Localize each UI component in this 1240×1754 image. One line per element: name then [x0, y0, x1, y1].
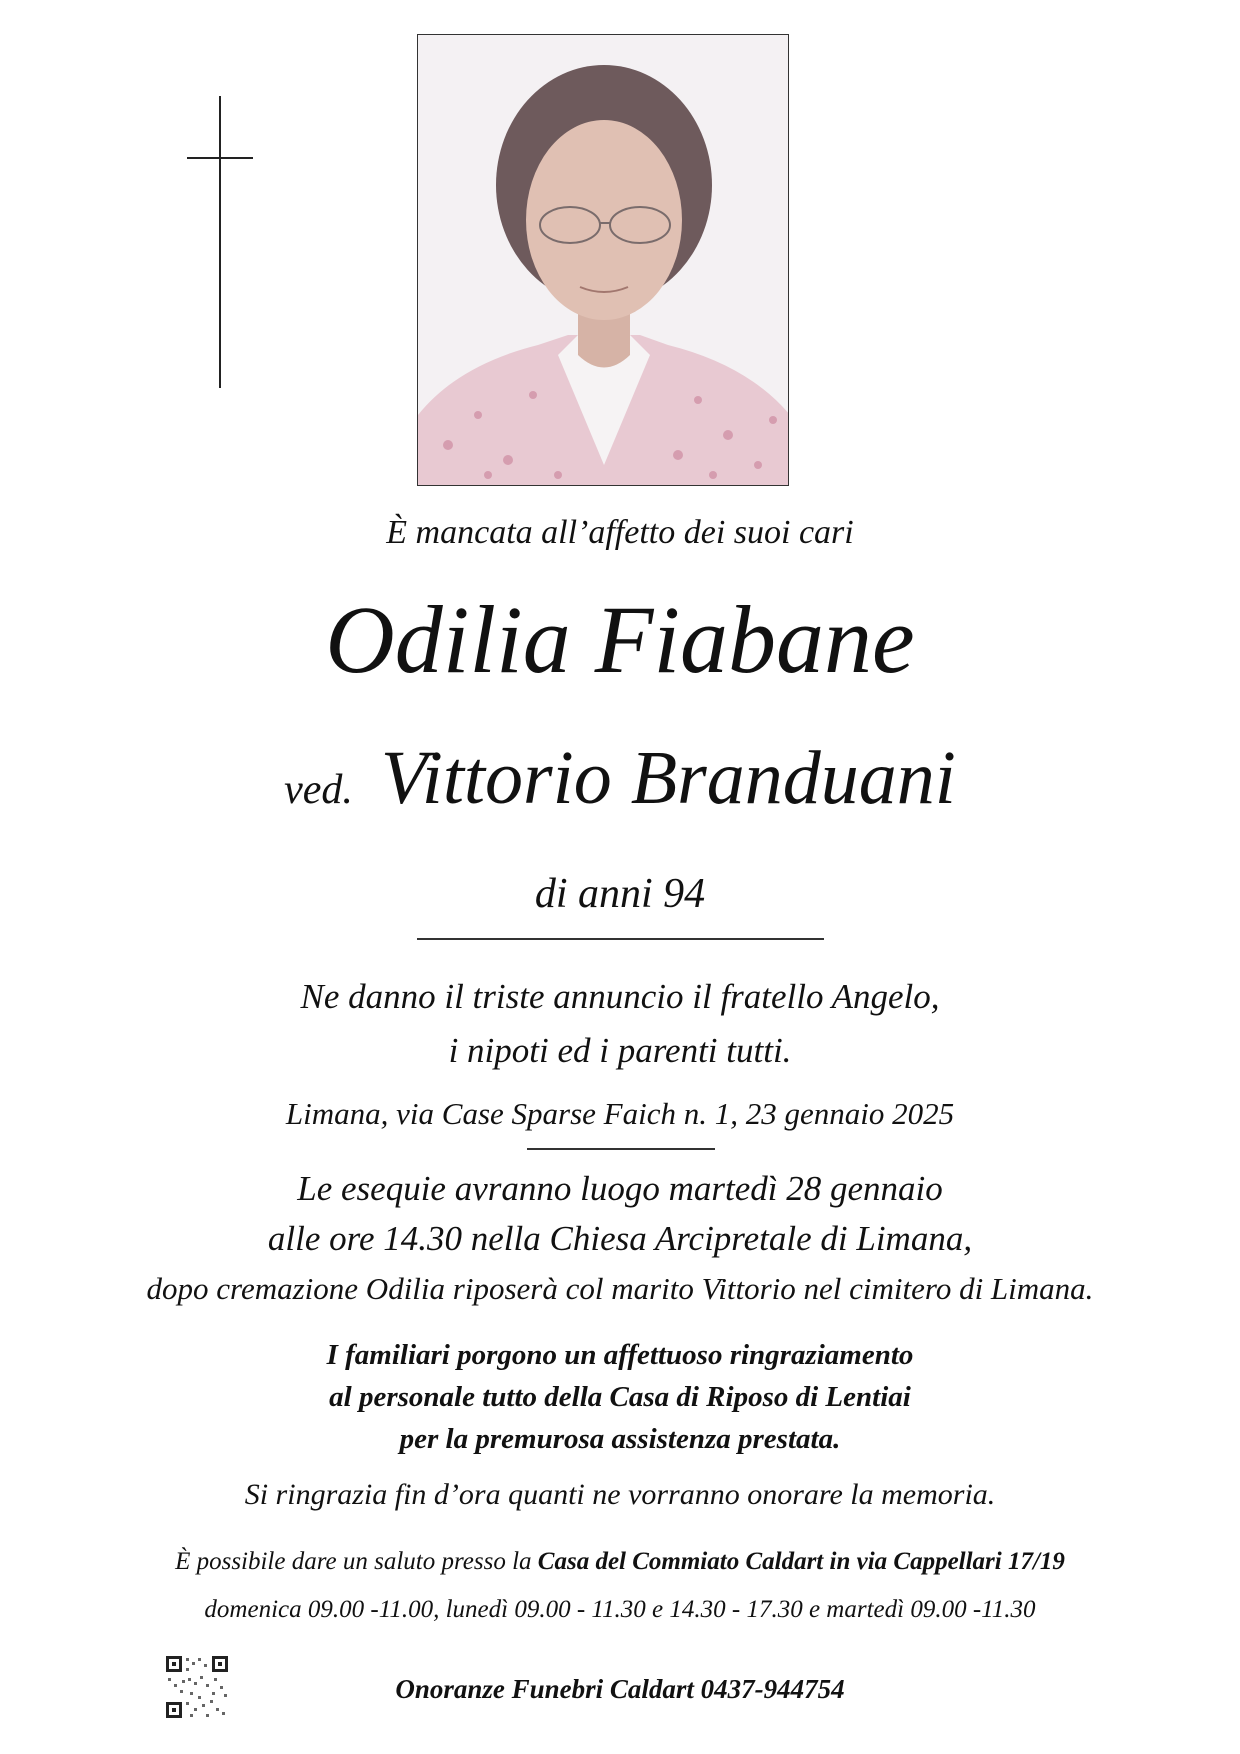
age-text: di anni 94: [534, 871, 706, 917]
deceased-name: Odilia Fiabane: [325, 586, 915, 693]
widow-line: [0, 736, 1240, 820]
cross-vertical-bar: [219, 96, 221, 388]
funeral-agency: Onoranze Funebri Caldart 0437-944754: [395, 1674, 845, 1704]
divider-line: [417, 938, 824, 940]
funeral-info: [0, 1164, 1240, 1314]
visit-hours: domenica 09.00 -11.00, lunedì 09.00 - 11.30 e 14.30 - 17.30 e martedì 09.00 -11.30: [204, 1596, 1036, 1623]
funeral-line: Le esequie avranno luogo martedì 28 gennaio: [297, 1169, 943, 1208]
cross-horizontal-bar: [187, 157, 253, 159]
visit-location: Casa del Commiato Caldart in via Cappellari 17/19: [537, 1548, 1065, 1575]
announcement-block: [0, 970, 1240, 1078]
general-thanks: Si ringrazia fin d’ora quanti ne vorranno onorare la memoria.: [244, 1478, 996, 1511]
funeral-line: alle ore 14.30 nella Chiesa Arcipretale di Limana,: [267, 1219, 973, 1258]
visit-info: [0, 1548, 1240, 1576]
announcement-line: Ne danno il triste annuncio il fratello Angelo,: [300, 977, 940, 1016]
thanks-line: per la premurosa assistenza prestata.: [399, 1423, 841, 1455]
thanks-line: I familiari porgono un affettuoso ringraziamento: [326, 1339, 914, 1371]
intro-text: È mancata all’affetto dei suoi cari: [386, 514, 854, 551]
funeral-line: dopo cremazione Odilia riposerà col marito Vittorio nel cimitero di Limana.: [146, 1271, 1094, 1306]
husband-name: Vittorio Branduani: [380, 736, 956, 820]
thanks-line: al personale tutto della Casa di Riposo di Lentiai: [329, 1381, 911, 1413]
thanks-block: [0, 1334, 1240, 1460]
announcement-line: i nipoti ed i parenti tutti.: [448, 1031, 792, 1070]
visit-prefix: È possibile dare un saluto presso la: [175, 1548, 538, 1575]
widow-prefix: ved.: [284, 767, 353, 813]
portrait-photo: [417, 34, 789, 486]
divider-line-short: [527, 1148, 715, 1150]
place-date: Limana, via Case Sparse Faich n. 1, 23 gennaio 2025: [285, 1096, 955, 1131]
